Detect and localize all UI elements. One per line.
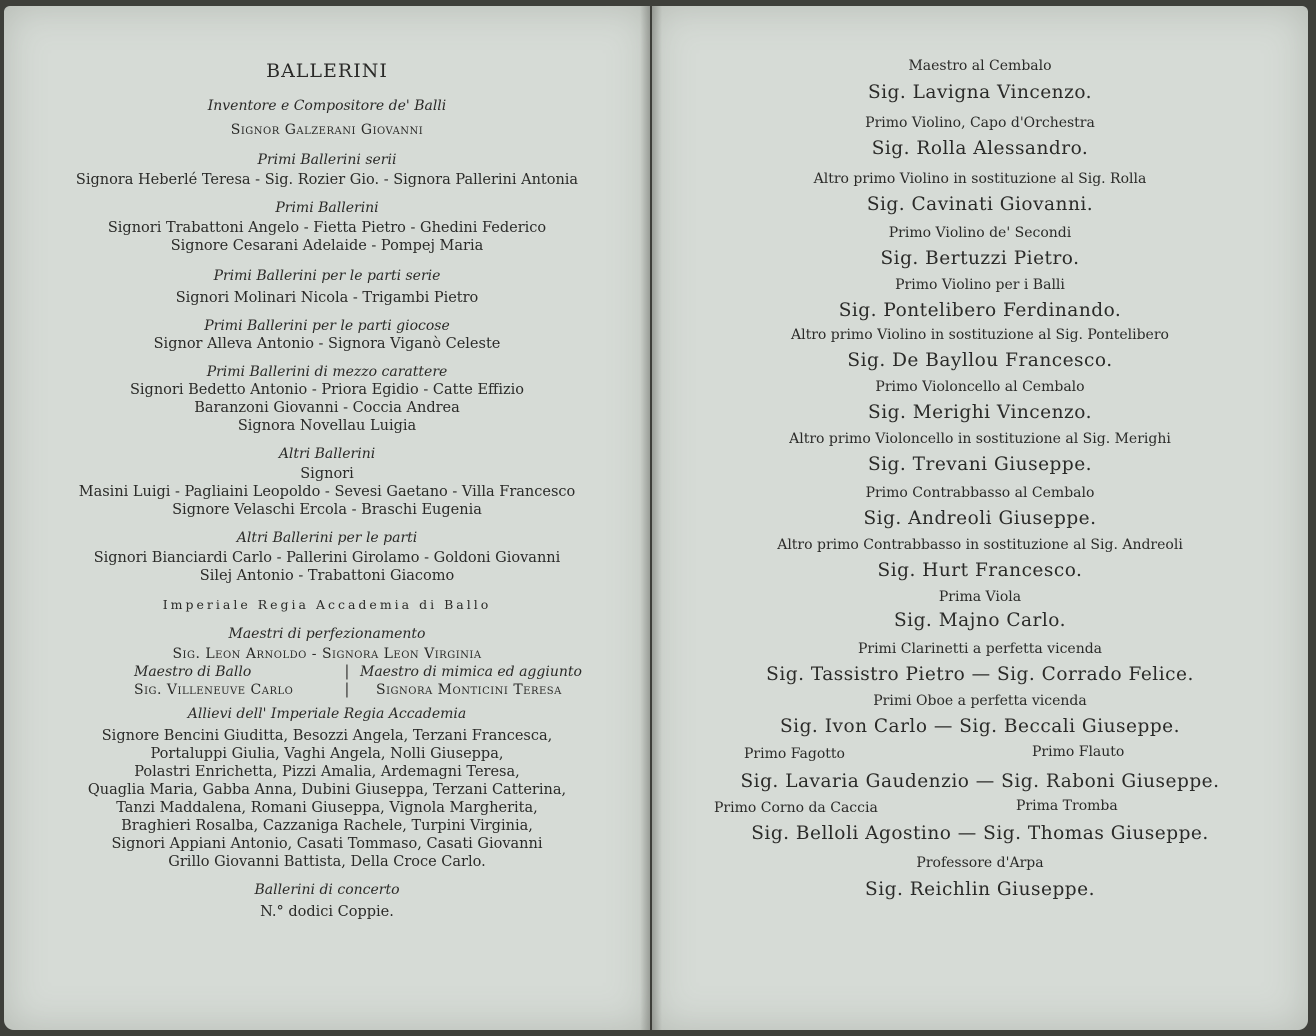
book-gutter: [640, 6, 662, 1030]
instrument-role: Altro primo Contrabbasso in sostituzione al Sig. Andreoli: [777, 537, 1183, 553]
instrument-role-tromba: Prima Tromba: [1016, 798, 1118, 814]
left-line-nm: Signori: [300, 466, 354, 482]
instrument-role: Primo Violino, Capo d'Orchestra: [865, 115, 1095, 131]
left-line-caps: Imperiale Regia Accademia di Ballo: [162, 597, 492, 612]
left-line-nm: Polastri Enrichetta, Pizzi Amalia, Ardemagni Teresa,: [134, 764, 520, 780]
instrument-role: Primo Violino per i Balli: [895, 277, 1065, 293]
maestri-separator: |: [344, 664, 350, 680]
right-page: [652, 6, 1308, 1030]
left-line-it: Primi Ballerini per le parti serie: [213, 268, 441, 284]
left-line-nm: Grillo Giovanni Battista, Della Croce Carlo.: [168, 854, 486, 870]
instrument-role: Prima Viola: [938, 589, 1022, 605]
left-line-nm: Signore Velaschi Ercola - Braschi Eugenia: [172, 502, 482, 518]
instrument-role-fagotto: Primo Fagotto: [744, 746, 845, 762]
left-line-nm: Signori Bedetto Antonio - Priora Egidio - Catte Effizio: [129, 382, 524, 398]
instrument-role-corno: Primo Corno da Caccia: [714, 800, 878, 816]
instrument-role: Altro primo Violino in sostituzione al Sig. Rolla: [813, 171, 1147, 187]
left-line-it: Primi Ballerini: [275, 200, 379, 216]
player-name: Sig. Rolla Alessandro.: [871, 138, 1089, 159]
instrument-role: Altro primo Violino in sostituzione al Sig. Pontelibero: [791, 327, 1169, 343]
left-line-it: Altri Ballerini per le parti: [236, 530, 418, 546]
heading-ballerini: BALLERINI: [266, 60, 388, 82]
left-line-nm: Silej Antonio - Trabattoni Giacomo: [199, 568, 455, 584]
instrument-role-arpa: Professore d'Arpa: [916, 855, 1044, 871]
left-line-it: Primi Ballerini serii: [257, 152, 397, 168]
left-line-nm: Signore Bencini Giuditta, Besozzi Angela, Terzani Francesca,: [101, 728, 553, 744]
left-line-nm: Masini Luigi - Pagliaini Leopoldo - Sevesi Gaetano - Villa Francesco: [78, 484, 576, 500]
player-name: Sig. Trevani Giuseppe.: [867, 454, 1093, 475]
player-name: Sig. Bertuzzi Pietro.: [880, 248, 1080, 269]
player-name: Sig. Merighi Vincenzo.: [868, 402, 1092, 423]
left-line-it: Primi Ballerini per le parti giocose: [204, 318, 450, 334]
left-line-it: Primi Ballerini di mezzo carattere: [206, 364, 448, 380]
left-line-it: Altri Ballerini: [278, 446, 376, 462]
left-line-nm: Signora Heberlé Teresa - Sig. Rozier Gio. - Signora Pallerini Antonia: [75, 172, 579, 188]
left-line-nm: Quaglia Maria, Gabba Anna, Dubini Giuseppa, Terzani Catterina,: [87, 782, 567, 798]
player-name: Sig. Cavinati Giovanni.: [866, 194, 1094, 215]
instrument-role: Primo Violino de' Secondi: [888, 225, 1072, 241]
maestri-left-name: Sig. Villeneuve Carlo: [134, 682, 294, 698]
instrument-role: Primi Clarinetti a perfetta vicenda: [857, 641, 1103, 657]
left-line-sc: Signor Galzerani Giovanni: [230, 122, 424, 138]
left-line-it: Allievi dell' Imperiale Regia Accademia: [187, 706, 467, 722]
left-line-nm: Signori Trabattoni Angelo - Fietta Pietro - Ghedini Federico: [107, 220, 547, 236]
left-line-nm: Signora Novellau Luigia: [237, 418, 417, 434]
left-line-nm: Signore Cesarani Adelaide - Pompej Maria: [170, 238, 484, 254]
player-name: Sig. Hurt Francesco.: [877, 560, 1083, 581]
left-line-nm: Tanzi Maddalena, Romani Giuseppa, Vignola Margherita,: [116, 800, 538, 816]
left-line-nm: Signor Alleva Antonio - Signora Viganò Celeste: [153, 336, 501, 352]
player-name-pair: Sig. Belloli Agostino — Sig. Thomas Giuseppe.: [751, 823, 1209, 844]
player-name-pair: Sig. Lavaria Gaudenzio — Sig. Raboni Giuseppe.: [740, 771, 1220, 792]
player-name: Sig. Lavigna Vincenzo.: [867, 82, 1093, 103]
instrument-role-flauto: Primo Flauto: [1032, 744, 1125, 760]
player-name: Sig. Tassistro Pietro — Sig. Corrado Felice.: [766, 664, 1194, 685]
left-line-nm: Portaluppi Giulia, Vaghi Angela, Nolli Giuseppa,: [150, 746, 504, 762]
left-line-nm: Signori Appiani Antonio, Casati Tommaso, Casati Giovanni: [111, 836, 543, 852]
left-line-sc: Sig. Leon Arnoldo - Signora Leon Virginia: [172, 646, 482, 662]
instrument-role: Primo Contrabbasso al Cembalo: [865, 485, 1095, 501]
instrument-role: Primo Violoncello al Cembalo: [875, 379, 1085, 395]
player-name: Sig. Reichlin Giuseppe.: [865, 879, 1095, 900]
player-name: Sig. Majno Carlo.: [894, 610, 1066, 631]
left-line-it: Inventore e Compositore de' Balli: [207, 98, 447, 114]
maestri-right-name: Signora Monticini Teresa: [376, 682, 562, 698]
left-line-nm: Baranzoni Giovanni - Coccia Andrea: [194, 400, 460, 416]
left-line-it: Maestri di perfezionamento: [228, 626, 426, 642]
instrument-role: Primi Oboe a perfetta vicenda: [873, 693, 1087, 709]
left-page: [4, 6, 650, 1030]
maestri-separator: |: [344, 682, 350, 698]
player-name: Sig. Pontelibero Ferdinando.: [838, 300, 1122, 321]
left-line-nm: Braghieri Rosalba, Cazzaniga Rachele, Turpini Virginia,: [121, 818, 533, 834]
instrument-role: Altro primo Violoncello in sostituzione al Sig. Merighi: [789, 431, 1171, 447]
player-name: Sig. De Bayllou Francesco.: [847, 350, 1113, 371]
left-line-nm: Signori Molinari Nicola - Trigambi Pietro: [175, 290, 479, 306]
player-name: Sig. Ivon Carlo — Sig. Beccali Giuseppe.: [780, 716, 1180, 737]
maestri-right-role: Maestro di mimica ed aggiunto: [360, 664, 582, 680]
left-line-nm: N.° dodici Coppie.: [260, 904, 394, 920]
instrument-role: Maestro al Cembalo: [908, 58, 1052, 74]
left-line-nm: Signori Bianciardi Carlo - Pallerini Girolamo - Goldoni Giovanni: [93, 550, 561, 566]
maestri-left-role: Maestro di Ballo: [134, 664, 252, 680]
left-line-it: Ballerini di concerto: [254, 882, 400, 898]
player-name: Sig. Andreoli Giuseppe.: [863, 508, 1097, 529]
